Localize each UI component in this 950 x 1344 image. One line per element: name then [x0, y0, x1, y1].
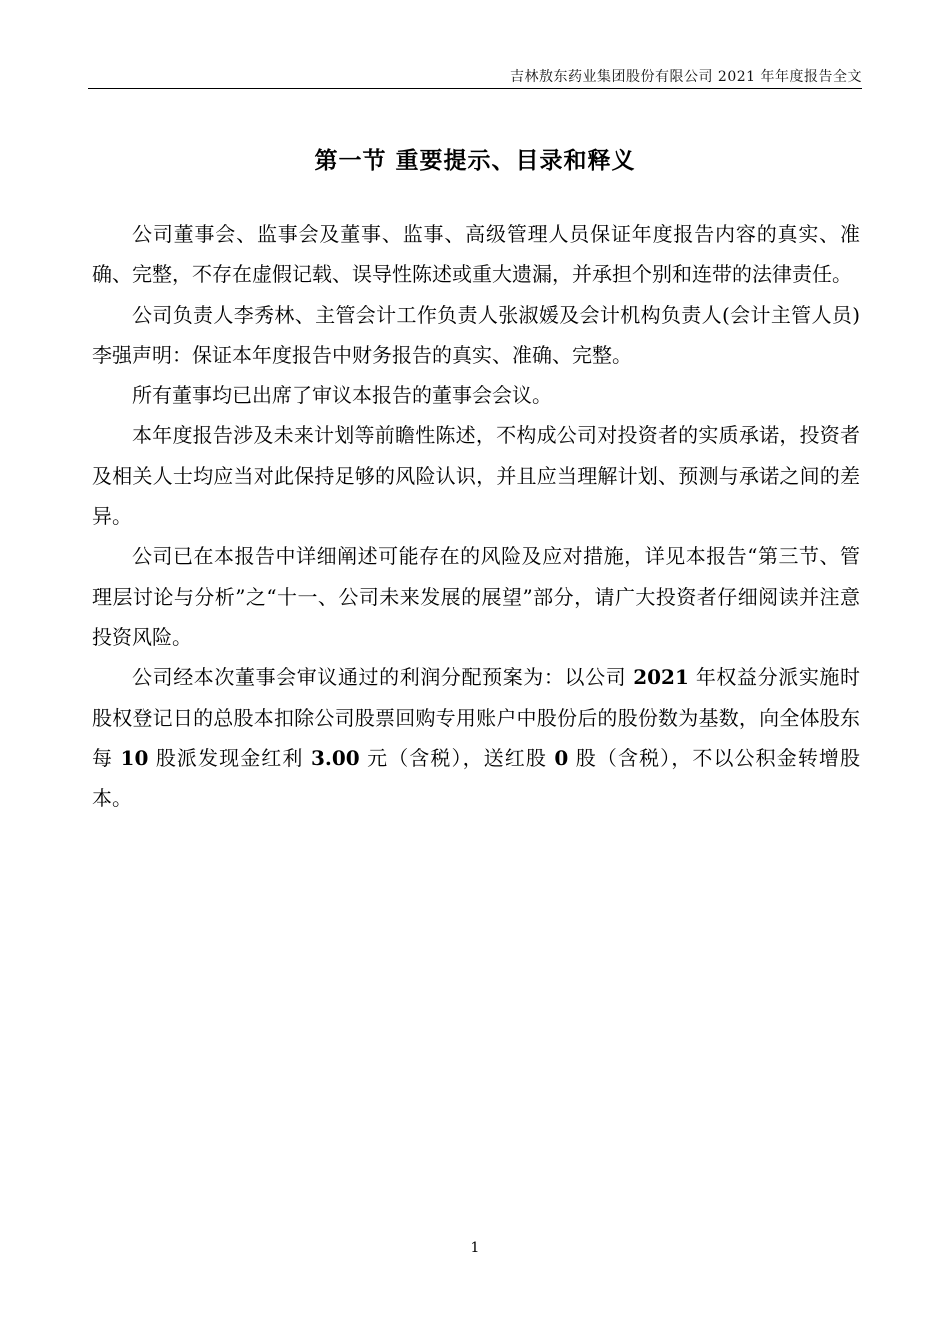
paragraph-responsibility: 公司董事会、监事会及董事、监事、高级管理人员保证年度报告内容的真实、准确、完整，不存在虚假记载、误导性陈述或重大遗漏，并承担个别和连带的法律责任。 — [92, 222, 860, 287]
paragraph-attendance: 所有董事均已出席了审议本报告的董事会会议。 — [132, 383, 552, 408]
dividend-share-base: 10 — [120, 745, 149, 770]
dividend-year: 2021 — [633, 665, 689, 690]
paragraph-forward-looking: 本年度报告涉及未来计划等前瞻性陈述，不构成公司对投资者的实质承诺，投资者及相关人士均应当对此保持足够的风险认识，并且应当理解计划、预测与承诺之间的差异。 — [92, 423, 860, 529]
dividend-text: 公司经本次董事会审议通过的利润分配预案为：以公司 — [132, 665, 634, 690]
dividend-text: 年权益分派实施时股权登记日的总股本扣除公司股票回购专用账户中股份后的股份数为基数，向全体股东每 — [92, 665, 861, 770]
header-rule — [88, 88, 862, 89]
paragraph-risk: 公司已在本报告中详细阐述可能存在的风险及应对措施，详见本报告“第三节、管理层讨论与分析”之“十一、公司未来发展的展望”部分，请广大投资者仔细阅读并注意投资风险。 — [92, 544, 860, 649]
section-title: 第一节 重要提示、目录和释义 — [314, 147, 636, 174]
paragraph-dividend — [92, 657, 860, 818]
dividend-text: 元（含税），送红股 — [359, 745, 555, 770]
paragraph-declaration: 公司负责人李秀林、主管会计工作负责人张淑媛及会计机构负责人(会计主管人员)李强声明：保证本年度报告中财务报告的真实、准确、完整。 — [92, 302, 860, 367]
dividend-text: 股派发现金红利 — [148, 745, 311, 770]
bonus-shares: 0 — [554, 745, 569, 770]
body-text — [92, 214, 860, 818]
page-header: 吉林敖东药业集团股份有限公司 2021 年年度报告全文 — [509, 69, 862, 85]
dividend-amount: 3.00 — [310, 745, 360, 770]
dividend-text: 股（含税），不以公积金转增股本。 — [92, 745, 861, 811]
page-number: 1 — [470, 1240, 480, 1256]
